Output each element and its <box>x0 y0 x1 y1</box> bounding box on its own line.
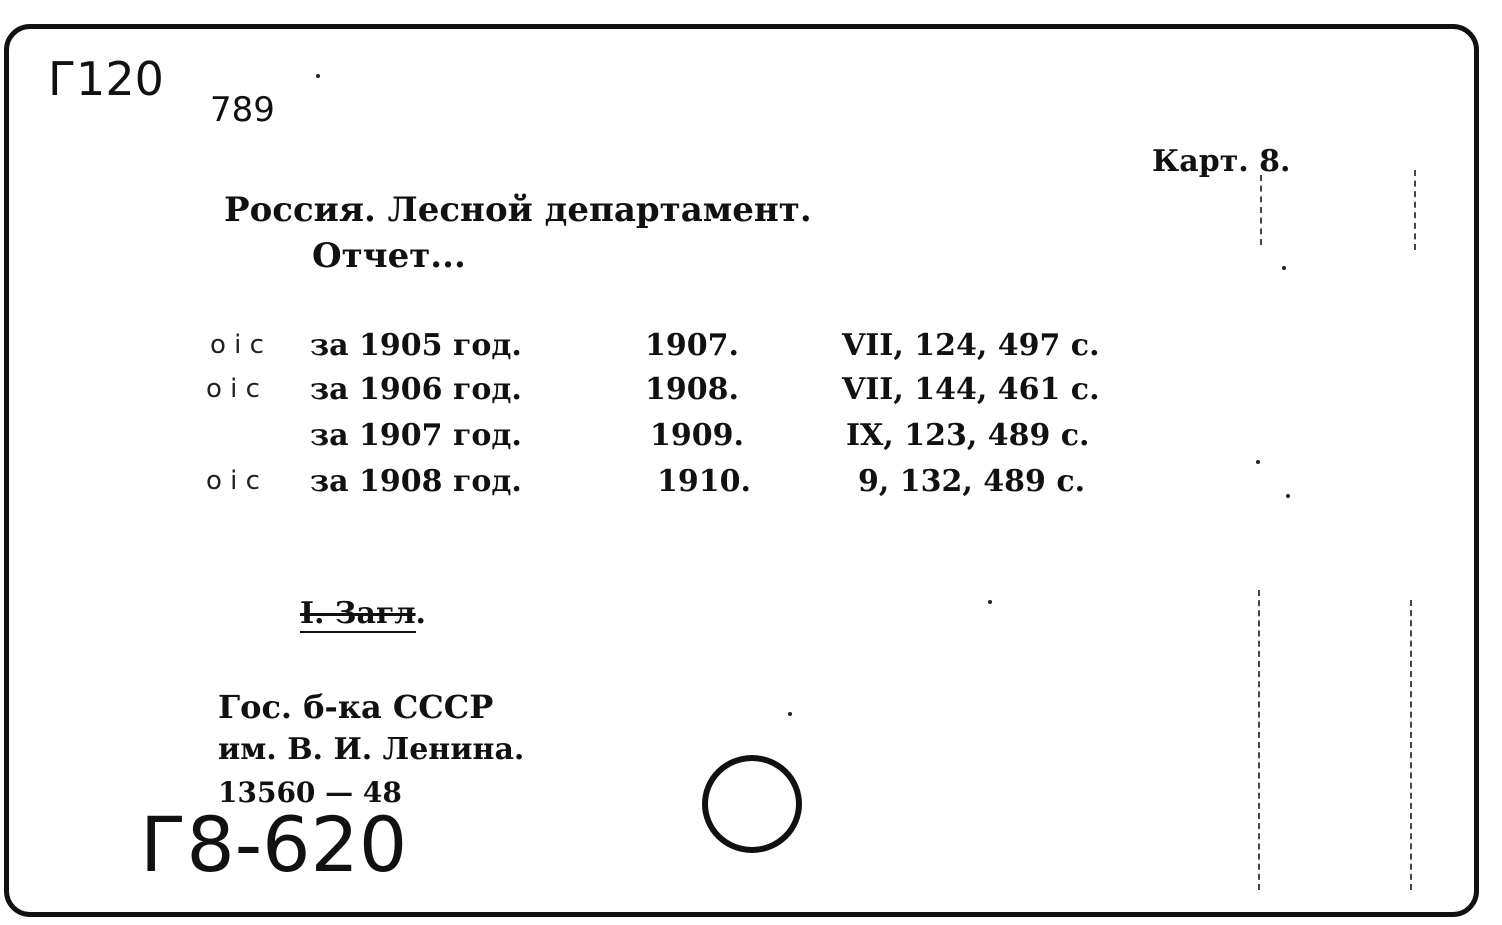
speck <box>316 74 320 78</box>
speck <box>988 600 992 604</box>
entry-year: 1908. <box>645 372 739 407</box>
speck <box>788 712 792 716</box>
handwritten-top-code: Г120 <box>48 52 164 106</box>
speck <box>1286 494 1290 498</box>
entry-pages: 9, 132, 489 с. <box>858 464 1086 499</box>
speck <box>1282 266 1286 270</box>
library-line-3: 13560 — 48 <box>218 776 402 809</box>
punch-hole-circle <box>702 755 802 853</box>
row-mark: о і с <box>206 466 260 496</box>
library-line-1: Гос. б-ка СССР <box>218 688 494 726</box>
library-line-2: им. В. И. Ленина. <box>218 732 525 767</box>
entry-period: за 1908 год. <box>310 464 522 499</box>
entry-pages: VII, 124, 497 с. <box>842 328 1100 363</box>
fold-line <box>1414 170 1416 250</box>
author-heading: Россия. Лесной департамент. <box>224 190 812 230</box>
row-mark: о і с <box>210 330 264 360</box>
speck <box>1256 460 1260 464</box>
entry-period: за 1907 год. <box>310 418 522 453</box>
heading-reference-struck: I. Загл <box>300 596 416 631</box>
handwritten-top-number: 789 <box>210 90 275 130</box>
fold-line <box>1410 600 1412 890</box>
card-number: Карт. 8. <box>1152 144 1291 179</box>
heading-reference <box>300 596 426 631</box>
entry-pages: IX, 123, 489 с. <box>846 418 1090 453</box>
entry-year: 1907. <box>645 328 739 363</box>
heading-reference-end: . <box>415 596 426 631</box>
fold-line <box>1258 590 1260 890</box>
entry-year: 1909. <box>650 418 744 453</box>
handwritten-bottom-code: Г8-620 <box>140 800 408 889</box>
row-mark: о і с <box>206 374 260 404</box>
entry-pages: VII, 144, 461 с. <box>842 372 1100 407</box>
entry-period: за 1906 год. <box>310 372 522 407</box>
title: Отчет... <box>312 236 466 276</box>
entry-period: за 1905 год. <box>310 328 522 363</box>
entry-year: 1910. <box>657 464 751 499</box>
fold-line <box>1260 175 1262 245</box>
